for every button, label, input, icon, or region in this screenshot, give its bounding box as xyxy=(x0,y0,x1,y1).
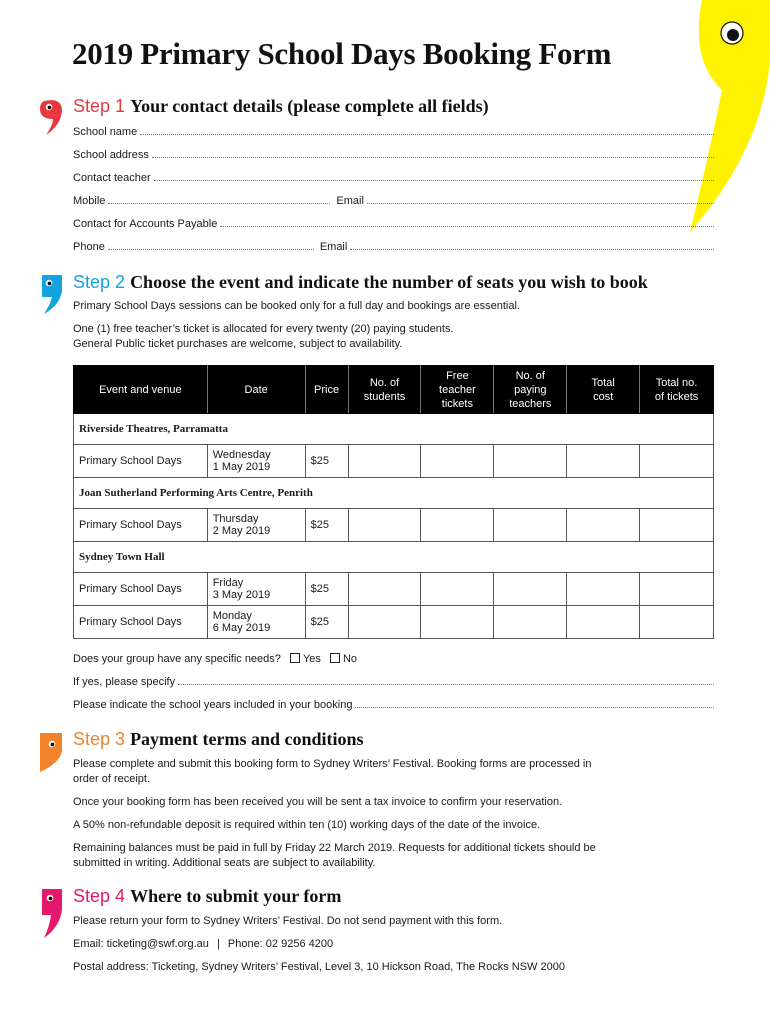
email-field[interactable] xyxy=(367,203,714,204)
table-row xyxy=(74,606,714,639)
price-cell: $25 xyxy=(305,573,348,606)
step2-para-2a: One (1) free teacher’s ticket is allocated for every twenty (20) paying students. xyxy=(73,323,454,335)
date-cell: Friday 3 May 2019 xyxy=(207,573,305,606)
phone-label: Phone xyxy=(73,241,105,253)
contact-teacher-field[interactable] xyxy=(73,170,714,184)
date-cell: Thursday 2 May 2019 xyxy=(207,509,305,542)
step3-para-3: A 50% non-refundable deposit is required within ten (10) working days of the date of the invoice. xyxy=(73,819,541,831)
total-cost-input[interactable] xyxy=(567,445,640,478)
school-name-field[interactable] xyxy=(73,124,714,138)
orange-comma-icon xyxy=(38,731,64,773)
pink-comma-icon xyxy=(38,887,64,939)
no-label: No xyxy=(342,653,358,665)
booking-table xyxy=(73,365,714,639)
students-input[interactable] xyxy=(348,573,421,606)
yes-label: Yes xyxy=(302,653,321,665)
event-cell: Primary School Days xyxy=(74,573,208,606)
event-cell: Primary School Days xyxy=(74,445,208,478)
email-label: Email xyxy=(336,195,364,207)
mobile-field[interactable] xyxy=(108,203,330,204)
step1-title: Your contact details (please complete all fields) xyxy=(130,96,489,116)
phone-email-row xyxy=(73,239,714,253)
mobile-email-row xyxy=(73,193,714,207)
phone-field[interactable] xyxy=(108,249,314,250)
step3-heading xyxy=(73,729,364,750)
email2-field[interactable] xyxy=(350,249,714,250)
table-row xyxy=(74,573,714,606)
students-input[interactable] xyxy=(348,606,421,639)
mobile-label: Mobile xyxy=(73,195,106,207)
step3-para-2: Once your booking form has been received you will be sent a tax invoice to confirm your reservation. xyxy=(73,796,563,808)
table-row xyxy=(74,509,714,542)
step2-para-1: Primary School Days sessions can be booked only for a full day and bookings are essential. xyxy=(73,300,520,312)
free-tickets-input[interactable] xyxy=(421,606,494,639)
total-cost-input[interactable] xyxy=(567,573,640,606)
total-tickets-input[interactable] xyxy=(640,606,714,639)
paying-teachers-input[interactable] xyxy=(494,445,567,478)
school-years-label: Please indicate the school years included in your booking xyxy=(73,699,353,711)
accounts-contact-field[interactable] xyxy=(73,216,714,230)
venue-name: Riverside Theatres, Parramatta xyxy=(74,414,714,445)
price-cell: $25 xyxy=(305,509,348,542)
free-tickets-input[interactable] xyxy=(421,445,494,478)
paying-teachers-input[interactable] xyxy=(494,509,567,542)
total-tickets-input[interactable] xyxy=(640,509,714,542)
step4-heading xyxy=(73,886,341,907)
submit-phone: Phone: 02 9256 4200 xyxy=(227,938,334,950)
contact-separator: | xyxy=(216,938,220,950)
step3-title: Payment terms and conditions xyxy=(130,729,364,749)
free-tickets-input[interactable] xyxy=(421,573,494,606)
header-date: Date xyxy=(207,366,305,414)
step4-para-1: Please return your form to Sydney Writers’ Festival. Do not send payment with this form. xyxy=(73,915,503,927)
specify-field[interactable] xyxy=(73,674,714,688)
venue-name: Joan Sutherland Performing Arts Centre, Penrith xyxy=(74,478,714,509)
free-tickets-input[interactable] xyxy=(421,509,494,542)
total-tickets-input[interactable] xyxy=(640,445,714,478)
table-row xyxy=(74,445,714,478)
step3-para-1 xyxy=(73,757,713,787)
header-total-cost: Total cost xyxy=(567,366,640,414)
step2-para-2 xyxy=(73,322,713,352)
step3-para-1b: order of receipt. xyxy=(73,773,151,785)
step2-number: Step 2 xyxy=(73,272,126,292)
specific-needs-row xyxy=(73,652,713,667)
total-tickets-input[interactable] xyxy=(640,573,714,606)
venue-name: Sydney Town Hall xyxy=(74,542,714,573)
step3-para-4a: Remaining balances must be paid in full by Friday 22 March 2019. Requests for additional tickets should be xyxy=(73,842,596,854)
step1-number: Step 1 xyxy=(73,96,126,116)
price-cell: $25 xyxy=(305,606,348,639)
header-event: Event and venue xyxy=(74,366,208,414)
venue-row xyxy=(74,542,714,573)
email2-label: Email xyxy=(319,241,348,253)
total-cost-input[interactable] xyxy=(567,606,640,639)
paying-teachers-input[interactable] xyxy=(494,573,567,606)
students-input[interactable] xyxy=(348,509,421,542)
red-comma-icon xyxy=(38,97,64,137)
step2-title: Choose the event and indicate the number of seats you wish to book xyxy=(130,272,648,292)
page-title: 2019 Primary School Days Booking Form xyxy=(72,36,612,71)
paying-teachers-input[interactable] xyxy=(494,606,567,639)
step2-para-2b: General Public ticket purchases are welcome, subject to availability. xyxy=(73,338,403,350)
postal-address: Postal address: Ticketing, Sydney Writers’ Festival, Level 3, 10 Hickson Road, The Rocks NSW 2000 xyxy=(73,961,565,973)
submit-email[interactable]: Email: ticketing@swf.org.au xyxy=(73,938,209,950)
date-cell: Monday 6 May 2019 xyxy=(207,606,305,639)
table-header-row xyxy=(74,366,714,414)
yes-checkbox[interactable] xyxy=(290,653,300,663)
no-checkbox[interactable] xyxy=(330,653,340,663)
header-price: Price xyxy=(305,366,348,414)
event-cell: Primary School Days xyxy=(74,509,208,542)
header-students: No. of students xyxy=(348,366,421,414)
accounts-contact-label: Contact for Accounts Payable xyxy=(73,218,218,230)
school-years-field[interactable] xyxy=(73,697,714,711)
contact-teacher-label: Contact teacher xyxy=(73,172,151,184)
venue-row xyxy=(74,414,714,445)
price-cell: $25 xyxy=(305,445,348,478)
venue-row xyxy=(74,478,714,509)
header-total-tickets: Total no. of tickets xyxy=(640,366,714,414)
school-name-label: School name xyxy=(73,126,138,138)
step3-para-4 xyxy=(73,841,713,871)
header-free-tickets: Free teacher tickets xyxy=(421,366,494,414)
school-address-field[interactable] xyxy=(73,147,714,161)
school-address-label: School address xyxy=(73,149,149,161)
step3-para-1a: Please complete and submit this booking form to Sydney Writers’ Festival. Booking forms are processed in xyxy=(73,758,592,770)
specific-needs-question: Does your group have any specific needs? xyxy=(73,653,281,665)
step4-number: Step 4 xyxy=(73,886,126,906)
specify-label: If yes, please specify xyxy=(73,676,176,688)
total-cost-input[interactable] xyxy=(567,509,640,542)
step3-para-4b: submitted in writing. Additional seats are subject to availability. xyxy=(73,857,376,869)
header-paying-teachers: No. of paying teachers xyxy=(494,366,567,414)
step2-heading xyxy=(73,272,648,293)
step3-number: Step 3 xyxy=(73,729,126,749)
event-cell: Primary School Days xyxy=(74,606,208,639)
date-cell: Wednesday 1 May 2019 xyxy=(207,445,305,478)
step1-heading xyxy=(73,96,489,117)
blue-comma-icon xyxy=(38,273,64,315)
step4-contact-line xyxy=(73,937,713,952)
students-input[interactable] xyxy=(348,445,421,478)
step4-title: Where to submit your form xyxy=(130,886,342,906)
